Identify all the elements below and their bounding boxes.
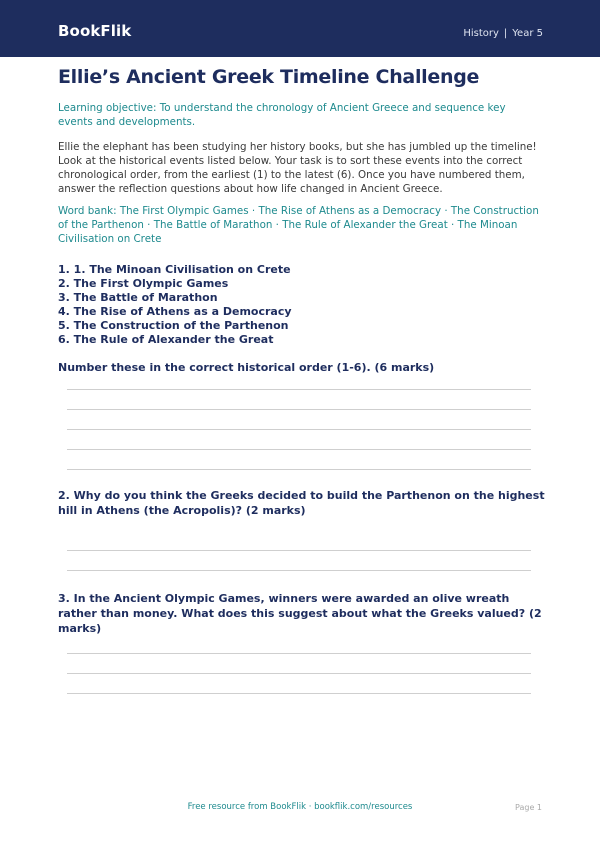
word-bank: Word bank: The First Olympic Games · The Rise of Athens as a Democracy · The Construction of the Parthenon · The Battle of Marathon · The Rule of Alexander the Great · The Minoan Civilisation on Crete [58, 205, 539, 245]
question-1: Number these in the correct historical order (1-6). (6 marks) [58, 361, 435, 374]
brand-logo: BookFlik [58, 22, 132, 40]
answer-line[interactable] [67, 550, 531, 551]
event-item: 6. The Rule of Alexander the Great [58, 333, 274, 346]
page-title: Ellie’s Ancient Greek Timeline Challenge [58, 66, 480, 88]
answer-line[interactable] [67, 693, 531, 694]
meta-separator: | [503, 28, 508, 39]
learning-objective: Learning objective: To understand the chronology of Ancient Greece and sequence key events and developments. [58, 102, 506, 128]
page-number: Page 1 [515, 803, 542, 812]
event-item: 3. The Battle of Marathon [58, 291, 218, 304]
event-item: 4. The Rise of Athens as a Democracy [58, 305, 292, 318]
answer-line[interactable] [67, 389, 531, 390]
event-item: 2. The First Olympic Games [58, 277, 229, 290]
answer-lines-3[interactable] [67, 653, 531, 713]
answer-line[interactable] [67, 469, 531, 470]
intro-paragraph: Ellie the elephant has been studying her history books, but she has jumbled up the timeline! Look at the historical events listed below. Your task is to sort these events into the correct chronological order, from the earliest (1) to the latest (6). Once you have numbered them, answer the reflection questions about how life changed in Ancient Greece. [58, 141, 537, 195]
subject-label: History [463, 28, 499, 39]
answer-line[interactable] [67, 673, 531, 674]
worksheet-content [58, 62, 542, 375]
question-2: 2. Why do you think the Greeks decided to build the Parthenon on the highest hill in Athens (the Acropolis)? (2 marks) [58, 489, 545, 517]
footer-text: Free resource from BookFlik · bookflik.com/resources [187, 802, 413, 812]
answer-line[interactable] [67, 449, 531, 450]
question-3: 3. In the Ancient Olympic Games, winners were awarded an olive wreath rather than money. What does this suggest about what the Greeks valued? (2 marks) [58, 592, 542, 635]
answer-lines-2[interactable] [67, 550, 531, 590]
answer-line[interactable] [67, 429, 531, 430]
answer-line[interactable] [67, 409, 531, 410]
event-list [58, 263, 542, 347]
event-item: 5. The Construction of the Parthenon [58, 319, 289, 332]
year-label: Year 5 [512, 28, 543, 39]
header-meta [463, 28, 543, 39]
answer-line[interactable] [67, 653, 531, 654]
answer-line[interactable] [67, 570, 531, 571]
answer-lines-1[interactable] [67, 389, 531, 489]
header-bar [0, 0, 600, 57]
event-item: 1. 1. The Minoan Civilisation on Crete [58, 263, 291, 276]
